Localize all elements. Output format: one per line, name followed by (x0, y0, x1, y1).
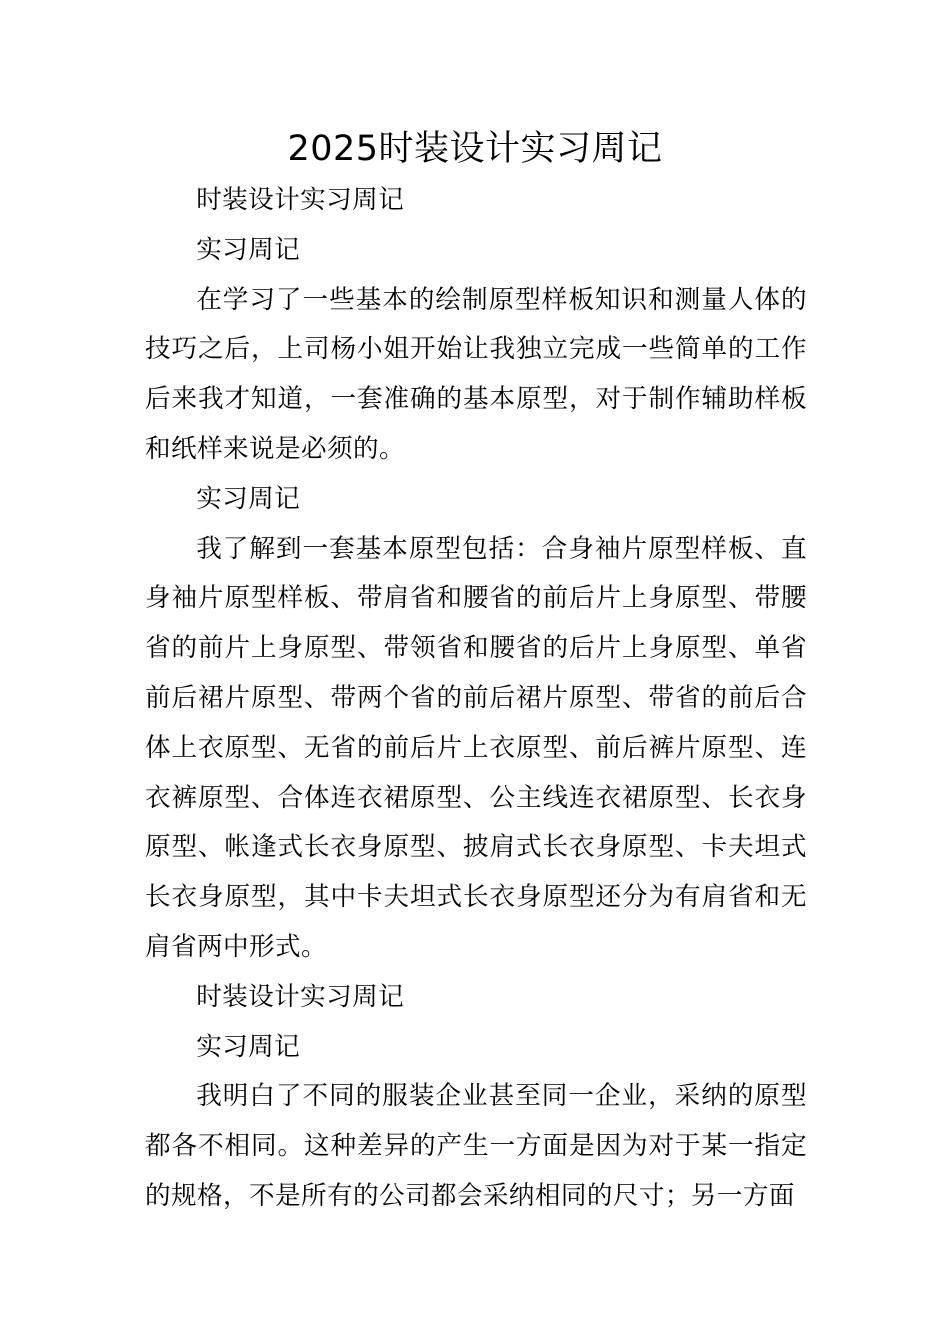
paragraph-subheading: 实习周记 (196, 483, 301, 514)
paragraph: 我明白了不同的服装企业甚至同一企业，采纳的原型都各不相同。这种差异的产生一方面是因为对于某一指定的规格，不是所有的公司都会采纳相同的尺寸；另一方面 (145, 1081, 807, 1211)
paragraph-heading: 时装设计实习周记 (196, 981, 405, 1012)
paragraph-subheading: 实习周记 (196, 234, 301, 265)
document-body (145, 176, 807, 1222)
paragraph: 在学习了一些基本的绘制原型样板知识和测量人体的技巧之后，上司杨小姐开始让我独立完成一些简单的工作后来我才知道，一套准确的基本原型，对于制作辅助样板和纸样来说是必须的。 (145, 284, 807, 464)
paragraph-heading: 时装设计实习周记 (196, 185, 405, 215)
paragraph: 我了解到一套基本原型包括：合身袖片原型样板、直身袖片原型样板、带肩省和腰省的前后片上身原型、带腰省的前片上身原型、带领省和腰省的后片上身原型、单省前后裙片原型、带两个省的前后裙片原型、带省的前后合体上衣原型、无省的前后片上衣原型、前后裤片原型、连衣裤原型、合体连衣裙原型、公主线连衣裙原型、长衣身原型、帐逢式长衣身原型、披肩式长衣身原型、卡夫坦式长衣身原型，其中卡夫坦式长衣身原型还分为有肩省和无肩省两中形式。 (145, 533, 807, 962)
paragraph-subheading: 实习周记 (196, 1031, 301, 1062)
document-title: 2025时装设计实习周记 (287, 129, 663, 169)
